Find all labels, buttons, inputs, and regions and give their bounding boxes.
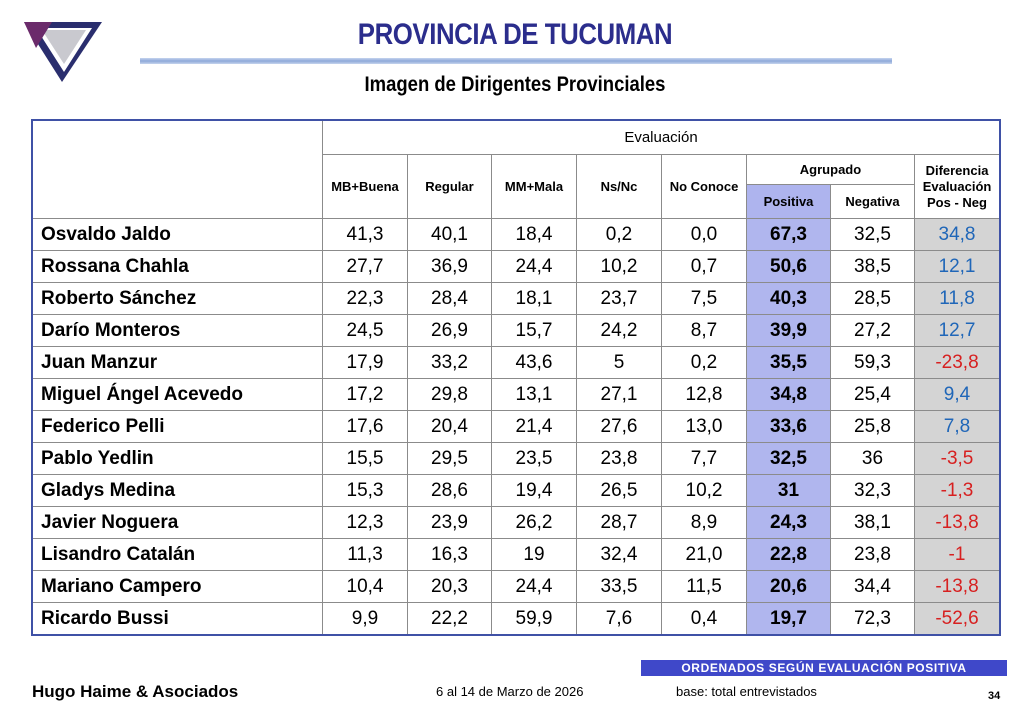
- cell-regular: 29,8: [408, 379, 492, 411]
- cell-regular: 28,4: [408, 283, 492, 315]
- cell-mm-mala: 15,7: [492, 315, 577, 347]
- sample-base: base: total entrevistados: [676, 684, 817, 699]
- cell-mb-buena: 11,3: [323, 539, 408, 571]
- cell-no-conoce: 7,7: [662, 443, 747, 475]
- cell-diferencia: -3,5: [915, 443, 1000, 475]
- cell-no-conoce: 0,0: [662, 219, 747, 251]
- leader-name: Miguel Ángel Acevedo: [33, 379, 323, 411]
- leader-name: Mariano Campero: [33, 571, 323, 603]
- cell-positiva: 22,8: [747, 539, 831, 571]
- diferencia-header-line3: Pos - Neg: [927, 194, 987, 210]
- cell-mm-mala: 23,5: [492, 443, 577, 475]
- table-row: [33, 219, 1000, 251]
- cell-negativa: 25,4: [831, 379, 915, 411]
- leader-name: Javier Noguera: [33, 507, 323, 539]
- cell-mm-mala: 19: [492, 539, 577, 571]
- col-header-mb-buena: MB+Buena: [323, 155, 408, 219]
- cell-no-conoce: 13,0: [662, 411, 747, 443]
- leader-name: Osvaldo Jaldo: [33, 219, 323, 251]
- col-header-regular: Regular: [408, 155, 492, 219]
- cell-negativa: 59,3: [831, 347, 915, 379]
- cell-no-conoce: 0,7: [662, 251, 747, 283]
- cell-ns-nc: 24,2: [577, 315, 662, 347]
- cell-mb-buena: 17,6: [323, 411, 408, 443]
- cell-ns-nc: 5: [577, 347, 662, 379]
- table-row: [33, 347, 1000, 379]
- cell-ns-nc: 10,2: [577, 251, 662, 283]
- cell-positiva: 32,5: [747, 443, 831, 475]
- corner-cell: [33, 121, 323, 219]
- table-row: [33, 571, 1000, 603]
- table-row: [33, 475, 1000, 507]
- cell-ns-nc: 23,7: [577, 283, 662, 315]
- cell-no-conoce: 10,2: [662, 475, 747, 507]
- company-logo: [22, 20, 104, 84]
- cell-mb-buena: 12,3: [323, 507, 408, 539]
- cell-negativa: 28,5: [831, 283, 915, 315]
- cell-mm-mala: 43,6: [492, 347, 577, 379]
- leader-name: Lisandro Catalán: [33, 539, 323, 571]
- diferencia-header: [915, 155, 1000, 219]
- cell-no-conoce: 8,7: [662, 315, 747, 347]
- cell-negativa: 34,4: [831, 571, 915, 603]
- table-row: [33, 539, 1000, 571]
- cell-ns-nc: 27,1: [577, 379, 662, 411]
- cell-diferencia: 9,4: [915, 379, 1000, 411]
- cell-negativa: 32,5: [831, 219, 915, 251]
- evaluacion-header: Evaluación: [323, 121, 1000, 155]
- agrupado-header: Agrupado: [747, 155, 915, 185]
- page-title: PROVINCIA DE TUCUMAN: [357, 18, 673, 51]
- cell-diferencia: -1: [915, 539, 1000, 571]
- col-header-mm-mala: MM+Mala: [492, 155, 577, 219]
- cell-no-conoce: 21,0: [662, 539, 747, 571]
- leader-name: Darío Monteros: [33, 315, 323, 347]
- cell-mb-buena: 24,5: [323, 315, 408, 347]
- table-row: [33, 443, 1000, 475]
- cell-diferencia: -13,8: [915, 571, 1000, 603]
- cell-mb-buena: 17,9: [323, 347, 408, 379]
- cell-mm-mala: 18,1: [492, 283, 577, 315]
- cell-regular: 29,5: [408, 443, 492, 475]
- cell-regular: 36,9: [408, 251, 492, 283]
- leader-name: Roberto Sánchez: [33, 283, 323, 315]
- cell-mm-mala: 24,4: [492, 571, 577, 603]
- table-row: [33, 283, 1000, 315]
- col-header-positiva: Positiva: [747, 185, 831, 219]
- cell-positiva: 35,5: [747, 347, 831, 379]
- cell-mb-buena: 41,3: [323, 219, 408, 251]
- cell-regular: 28,6: [408, 475, 492, 507]
- cell-mm-mala: 26,2: [492, 507, 577, 539]
- cell-regular: 16,3: [408, 539, 492, 571]
- cell-mm-mala: 24,4: [492, 251, 577, 283]
- page-subtitle: Imagen de Dirigentes Provinciales: [364, 73, 666, 96]
- cell-ns-nc: 0,2: [577, 219, 662, 251]
- cell-positiva: 20,6: [747, 571, 831, 603]
- cell-positiva: 50,6: [747, 251, 831, 283]
- cell-positiva: 34,8: [747, 379, 831, 411]
- cell-regular: 40,1: [408, 219, 492, 251]
- cell-positiva: 31: [747, 475, 831, 507]
- cell-regular: 22,2: [408, 603, 492, 635]
- cell-negativa: 38,5: [831, 251, 915, 283]
- table-row: [33, 315, 1000, 347]
- cell-ns-nc: 27,6: [577, 411, 662, 443]
- leader-name: Rossana Chahla: [33, 251, 323, 283]
- cell-negativa: 27,2: [831, 315, 915, 347]
- cell-mb-buena: 27,7: [323, 251, 408, 283]
- cell-mm-mala: 21,4: [492, 411, 577, 443]
- cell-ns-nc: 7,6: [577, 603, 662, 635]
- cell-regular: 20,3: [408, 571, 492, 603]
- cell-diferencia: 11,8: [915, 283, 1000, 315]
- cell-mb-buena: 10,4: [323, 571, 408, 603]
- table-row: [33, 251, 1000, 283]
- cell-positiva: 24,3: [747, 507, 831, 539]
- leader-name: Juan Manzur: [33, 347, 323, 379]
- leader-name: Gladys Medina: [33, 475, 323, 507]
- cell-ns-nc: 32,4: [577, 539, 662, 571]
- cell-diferencia: 34,8: [915, 219, 1000, 251]
- cell-negativa: 23,8: [831, 539, 915, 571]
- cell-mb-buena: 9,9: [323, 603, 408, 635]
- cell-no-conoce: 0,4: [662, 603, 747, 635]
- leaders-table: [32, 120, 1000, 635]
- sort-banner: ORDENADOS SEGÚN EVALUACIÓN POSITIVA: [641, 660, 1007, 676]
- cell-regular: 23,9: [408, 507, 492, 539]
- cell-negativa: 38,1: [831, 507, 915, 539]
- cell-regular: 26,9: [408, 315, 492, 347]
- cell-regular: 20,4: [408, 411, 492, 443]
- cell-no-conoce: 7,5: [662, 283, 747, 315]
- cell-negativa: 32,3: [831, 475, 915, 507]
- col-header-negativa: Negativa: [831, 185, 915, 219]
- cell-regular: 33,2: [408, 347, 492, 379]
- diferencia-header-line2: Evaluación: [922, 178, 992, 194]
- cell-ns-nc: 26,5: [577, 475, 662, 507]
- cell-diferencia: -1,3: [915, 475, 1000, 507]
- cell-mm-mala: 13,1: [492, 379, 577, 411]
- cell-mb-buena: 17,2: [323, 379, 408, 411]
- leader-name: Federico Pelli: [33, 411, 323, 443]
- cell-mb-buena: 22,3: [323, 283, 408, 315]
- cell-mb-buena: 15,3: [323, 475, 408, 507]
- cell-positiva: 67,3: [747, 219, 831, 251]
- cell-diferencia: 12,7: [915, 315, 1000, 347]
- cell-positiva: 19,7: [747, 603, 831, 635]
- cell-positiva: 39,9: [747, 315, 831, 347]
- col-header-no-conoce: No Conoce: [662, 155, 747, 219]
- cell-negativa: 72,3: [831, 603, 915, 635]
- cell-ns-nc: 23,8: [577, 443, 662, 475]
- cell-no-conoce: 11,5: [662, 571, 747, 603]
- cell-no-conoce: 12,8: [662, 379, 747, 411]
- cell-no-conoce: 0,2: [662, 347, 747, 379]
- cell-mm-mala: 18,4: [492, 219, 577, 251]
- cell-negativa: 25,8: [831, 411, 915, 443]
- cell-positiva: 33,6: [747, 411, 831, 443]
- cell-diferencia: -13,8: [915, 507, 1000, 539]
- company-name: Hugo Haime & Asociados: [32, 682, 239, 701]
- cell-positiva: 40,3: [747, 283, 831, 315]
- cell-diferencia: 12,1: [915, 251, 1000, 283]
- leader-name: Pablo Yedlin: [33, 443, 323, 475]
- cell-diferencia: -52,6: [915, 603, 1000, 635]
- cell-diferencia: 7,8: [915, 411, 1000, 443]
- cell-ns-nc: 28,7: [577, 507, 662, 539]
- cell-negativa: 36: [831, 443, 915, 475]
- title-underline: [140, 58, 892, 64]
- table-row: [33, 507, 1000, 539]
- cell-mb-buena: 15,5: [323, 443, 408, 475]
- cell-ns-nc: 33,5: [577, 571, 662, 603]
- table-row: [33, 411, 1000, 443]
- survey-date: 6 al 14 de Marzo de 2026: [436, 684, 584, 699]
- cell-mm-mala: 19,4: [492, 475, 577, 507]
- diferencia-header-line1: Diferencia: [925, 162, 989, 178]
- table-row: [33, 379, 1000, 411]
- table-row: [33, 603, 1000, 635]
- col-header-ns-nc: Ns/Nc: [577, 155, 662, 219]
- cell-diferencia: -23,8: [915, 347, 1000, 379]
- cell-mm-mala: 59,9: [492, 603, 577, 635]
- cell-no-conoce: 8,9: [662, 507, 747, 539]
- page-number: 34: [988, 690, 1001, 702]
- leader-name: Ricardo Bussi: [33, 603, 323, 635]
